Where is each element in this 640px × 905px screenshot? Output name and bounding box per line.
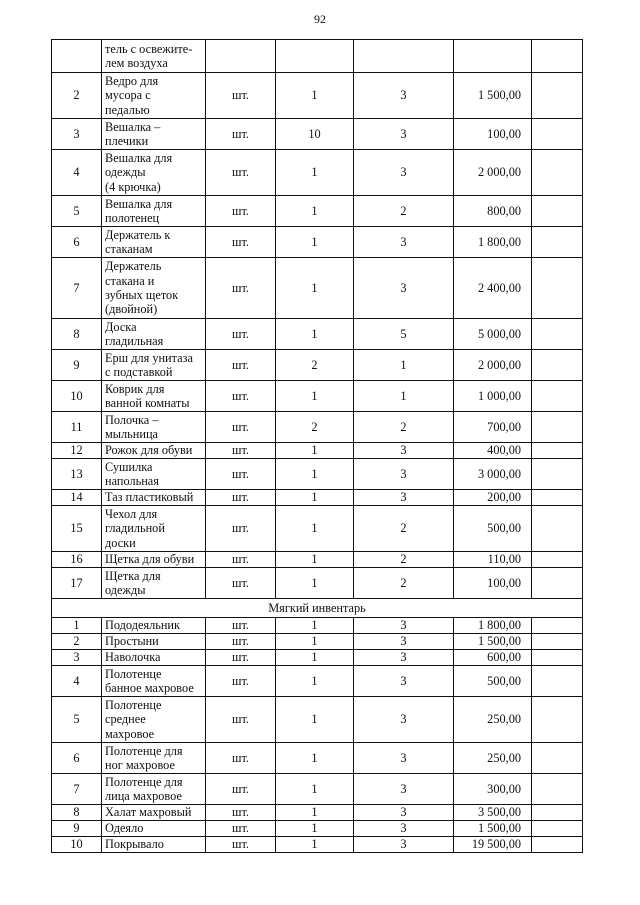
unit-cell: шт. xyxy=(206,634,276,650)
item-name-line: Полотенце для xyxy=(105,743,183,758)
price-cell: 2 000,00 xyxy=(454,150,532,196)
table-row xyxy=(52,618,583,634)
row-number-cell: 3 xyxy=(52,119,102,150)
unit-cell: шт. xyxy=(206,412,276,443)
item-name-line: гладильная xyxy=(105,334,164,348)
item-name-cell xyxy=(102,618,206,634)
item-name-line: напольная xyxy=(105,474,159,488)
price-cell: 800,00 xyxy=(454,196,532,227)
extra-cell xyxy=(532,258,583,319)
service-years-cell: 2 xyxy=(354,568,454,599)
unit-cell: шт. xyxy=(206,568,276,599)
item-name-line: с подставкой xyxy=(105,365,173,379)
item-name-line: (двойной) xyxy=(105,302,158,317)
row-number-cell: 5 xyxy=(52,697,102,743)
item-name-cell xyxy=(102,650,206,666)
item-name-line: Вешалка для xyxy=(105,151,173,166)
extra-cell xyxy=(532,459,583,490)
item-name-cell xyxy=(102,837,206,853)
price-cell: 1 500,00 xyxy=(454,634,532,650)
item-name-line: Сушилка xyxy=(105,459,153,474)
row-number-cell: 2 xyxy=(52,73,102,119)
extra-cell xyxy=(532,73,583,119)
row-number-cell: 11 xyxy=(52,412,102,443)
service-years-cell: 3 xyxy=(354,697,454,743)
row-number-cell: 2 xyxy=(52,634,102,650)
quantity-cell xyxy=(276,40,354,73)
table-row xyxy=(52,443,583,459)
price-cell: 250,00 xyxy=(454,697,532,743)
price-cell: 1 800,00 xyxy=(454,227,532,258)
item-name-line: мыльница xyxy=(105,427,158,441)
extra-cell xyxy=(532,319,583,350)
service-years-cell: 2 xyxy=(354,196,454,227)
service-years-cell: 3 xyxy=(354,227,454,258)
service-years-cell xyxy=(354,40,454,73)
item-name-cell xyxy=(102,443,206,459)
item-name-line: Халат махровый xyxy=(105,805,192,820)
price-cell: 200,00 xyxy=(454,490,532,506)
price-cell: 5 000,00 xyxy=(454,319,532,350)
extra-cell xyxy=(532,634,583,650)
table-row xyxy=(52,412,583,443)
inventory-table xyxy=(51,39,583,853)
table-row xyxy=(52,697,583,743)
price-cell: 400,00 xyxy=(454,443,532,459)
item-name-line: Таз пластиковый xyxy=(105,490,194,505)
extra-cell xyxy=(532,743,583,774)
table-row xyxy=(52,459,583,490)
table-row xyxy=(52,150,583,196)
item-name-line: Вешалка для xyxy=(105,196,173,211)
table-row xyxy=(52,650,583,666)
service-years-cell: 2 xyxy=(354,552,454,568)
unit-cell: шт. xyxy=(206,319,276,350)
service-years-cell: 3 xyxy=(354,459,454,490)
item-name-cell xyxy=(102,568,206,599)
quantity-cell: 1 xyxy=(276,697,354,743)
quantity-cell: 1 xyxy=(276,666,354,697)
unit-cell: шт. xyxy=(206,150,276,196)
item-name-line: ванной комнаты xyxy=(105,396,190,410)
item-name-cell xyxy=(102,196,206,227)
item-name-line: плечики xyxy=(105,134,149,148)
extra-cell xyxy=(532,412,583,443)
section-row xyxy=(52,599,583,618)
service-years-cell: 3 xyxy=(354,490,454,506)
table-row xyxy=(52,837,583,853)
price-cell: 700,00 xyxy=(454,412,532,443)
extra-cell xyxy=(532,381,583,412)
item-name-line: Вешалка – xyxy=(105,119,161,134)
item-name-cell xyxy=(102,73,206,119)
item-name-cell xyxy=(102,552,206,568)
service-years-cell: 3 xyxy=(354,150,454,196)
item-name-line: мусора с xyxy=(105,88,151,103)
item-name-line: Полочка – xyxy=(105,412,159,427)
item-name-cell xyxy=(102,258,206,319)
service-years-cell: 3 xyxy=(354,774,454,805)
quantity-cell: 1 xyxy=(276,774,354,805)
quantity-cell: 1 xyxy=(276,258,354,319)
extra-cell xyxy=(532,443,583,459)
quantity-cell: 1 xyxy=(276,805,354,821)
unit-cell: шт. xyxy=(206,258,276,319)
item-name-cell xyxy=(102,697,206,743)
item-name-cell xyxy=(102,459,206,490)
item-name-line: лем воздуха xyxy=(105,56,168,70)
item-name-line: Покрывало xyxy=(105,837,164,852)
price-cell: 300,00 xyxy=(454,774,532,805)
quantity-cell: 2 xyxy=(276,412,354,443)
row-number-cell: 3 xyxy=(52,650,102,666)
quantity-cell: 1 xyxy=(276,618,354,634)
table-row xyxy=(52,821,583,837)
extra-cell xyxy=(532,774,583,805)
row-number-cell: 16 xyxy=(52,552,102,568)
service-years-cell: 2 xyxy=(354,506,454,552)
table-row xyxy=(52,227,583,258)
unit-cell: шт. xyxy=(206,227,276,258)
table-row xyxy=(52,490,583,506)
service-years-cell: 3 xyxy=(354,634,454,650)
price-cell: 2 000,00 xyxy=(454,350,532,381)
service-years-cell: 3 xyxy=(354,119,454,150)
quantity-cell: 1 xyxy=(276,821,354,837)
unit-cell: шт. xyxy=(206,666,276,697)
unit-cell: шт. xyxy=(206,837,276,853)
service-years-cell: 3 xyxy=(354,805,454,821)
service-years-cell: 3 xyxy=(354,821,454,837)
item-name-cell xyxy=(102,821,206,837)
quantity-cell: 1 xyxy=(276,443,354,459)
row-number-cell xyxy=(52,40,102,73)
extra-cell xyxy=(532,666,583,697)
unit-cell: шт. xyxy=(206,650,276,666)
row-number-cell: 4 xyxy=(52,150,102,196)
item-name-line: Коврик для xyxy=(105,381,165,396)
table-row xyxy=(52,258,583,319)
item-name-cell xyxy=(102,805,206,821)
quantity-cell: 1 xyxy=(276,837,354,853)
item-name-line: среднее xyxy=(105,712,146,727)
item-name-line: Чехол для xyxy=(105,507,158,522)
row-number-cell: 7 xyxy=(52,774,102,805)
quantity-cell: 1 xyxy=(276,227,354,258)
row-number-cell: 8 xyxy=(52,805,102,821)
table-row xyxy=(52,634,583,650)
price-cell: 1 800,00 xyxy=(454,618,532,634)
item-name-cell xyxy=(102,743,206,774)
inventory-table-body xyxy=(52,40,583,853)
row-number-cell: 5 xyxy=(52,196,102,227)
price-cell: 250,00 xyxy=(454,743,532,774)
table-row xyxy=(52,743,583,774)
table-row xyxy=(52,552,583,568)
unit-cell: шт. xyxy=(206,805,276,821)
unit-cell: шт. xyxy=(206,506,276,552)
table-row xyxy=(52,506,583,552)
item-name-line: ног махровое xyxy=(105,758,175,772)
item-name-line: Одеяло xyxy=(105,821,144,836)
item-name-line: стаканам xyxy=(105,242,153,256)
service-years-cell: 3 xyxy=(354,443,454,459)
unit-cell: шт. xyxy=(206,743,276,774)
price-cell: 2 400,00 xyxy=(454,258,532,319)
item-name-cell xyxy=(102,119,206,150)
row-number-cell: 6 xyxy=(52,227,102,258)
item-name-line: (4 крючка) xyxy=(105,179,161,194)
item-name-cell xyxy=(102,666,206,697)
quantity-cell: 1 xyxy=(276,634,354,650)
quantity-cell: 1 xyxy=(276,150,354,196)
item-name-line: Полотенце xyxy=(105,698,162,713)
service-years-cell: 3 xyxy=(354,73,454,119)
item-name-cell xyxy=(102,412,206,443)
item-name-line: тель с освежите- xyxy=(105,41,193,56)
table-row xyxy=(52,666,583,697)
extra-cell xyxy=(532,227,583,258)
row-number-cell: 12 xyxy=(52,443,102,459)
row-number-cell: 10 xyxy=(52,381,102,412)
price-cell: 1 500,00 xyxy=(454,821,532,837)
table-row xyxy=(52,119,583,150)
extra-cell xyxy=(532,506,583,552)
quantity-cell: 1 xyxy=(276,506,354,552)
extra-cell xyxy=(532,697,583,743)
item-name-line: Доска xyxy=(105,319,137,334)
extra-cell xyxy=(532,805,583,821)
service-years-cell: 3 xyxy=(354,618,454,634)
item-name-cell xyxy=(102,381,206,412)
table-row xyxy=(52,350,583,381)
section-title: Мягкий инвентарь xyxy=(52,599,583,618)
item-name-line: одежды xyxy=(105,165,146,180)
table-row xyxy=(52,381,583,412)
quantity-cell: 1 xyxy=(276,743,354,774)
unit-cell: шт. xyxy=(206,350,276,381)
table-row xyxy=(52,319,583,350)
table-row xyxy=(52,196,583,227)
quantity-cell: 1 xyxy=(276,459,354,490)
item-name-line: Пододеяльник xyxy=(105,618,180,633)
item-name-line: стакана и xyxy=(105,273,155,288)
quantity-cell: 1 xyxy=(276,568,354,599)
unit-cell: шт. xyxy=(206,697,276,743)
quantity-cell: 1 xyxy=(276,196,354,227)
item-name-cell xyxy=(102,40,206,73)
price-cell: 500,00 xyxy=(454,666,532,697)
unit-cell: шт. xyxy=(206,443,276,459)
extra-cell xyxy=(532,40,583,73)
extra-cell xyxy=(532,196,583,227)
item-name-cell xyxy=(102,319,206,350)
item-name-line: Наволочка xyxy=(105,650,161,665)
quantity-cell: 1 xyxy=(276,319,354,350)
price-cell: 110,00 xyxy=(454,552,532,568)
table-row xyxy=(52,774,583,805)
table-row xyxy=(52,805,583,821)
price-cell: 100,00 xyxy=(454,119,532,150)
unit-cell: шт. xyxy=(206,821,276,837)
item-name-cell xyxy=(102,150,206,196)
item-name-cell xyxy=(102,774,206,805)
extra-cell xyxy=(532,119,583,150)
row-number-cell: 13 xyxy=(52,459,102,490)
row-number-cell: 7 xyxy=(52,258,102,319)
price-cell: 1 000,00 xyxy=(454,381,532,412)
service-years-cell: 3 xyxy=(354,666,454,697)
row-number-cell: 10 xyxy=(52,837,102,853)
item-name-line: полотенец xyxy=(105,211,160,225)
item-name-line: педалью xyxy=(105,102,150,117)
service-years-cell: 2 xyxy=(354,412,454,443)
item-name-cell xyxy=(102,506,206,552)
row-number-cell: 17 xyxy=(52,568,102,599)
unit-cell: шт. xyxy=(206,196,276,227)
unit-cell: шт. xyxy=(206,459,276,490)
price-cell: 100,00 xyxy=(454,568,532,599)
price-cell xyxy=(454,40,532,73)
unit-cell: шт. xyxy=(206,73,276,119)
item-name-line: Держатель к xyxy=(105,227,171,242)
quantity-cell: 1 xyxy=(276,73,354,119)
extra-cell xyxy=(532,618,583,634)
item-name-line: Полотенце xyxy=(105,666,162,681)
extra-cell xyxy=(532,490,583,506)
item-name-line: махровое xyxy=(105,726,155,741)
extra-cell xyxy=(532,650,583,666)
row-number-cell: 9 xyxy=(52,821,102,837)
item-name-cell xyxy=(102,227,206,258)
service-years-cell: 3 xyxy=(354,837,454,853)
unit-cell: шт. xyxy=(206,119,276,150)
price-cell: 3 500,00 xyxy=(454,805,532,821)
row-number-cell: 8 xyxy=(52,319,102,350)
item-name-line: банное махровое xyxy=(105,681,194,695)
row-number-cell: 6 xyxy=(52,743,102,774)
service-years-cell: 1 xyxy=(354,350,454,381)
row-number-cell: 1 xyxy=(52,618,102,634)
service-years-cell: 3 xyxy=(354,743,454,774)
row-number-cell: 4 xyxy=(52,666,102,697)
quantity-cell: 1 xyxy=(276,552,354,568)
unit-cell: шт. xyxy=(206,618,276,634)
row-number-cell: 15 xyxy=(52,506,102,552)
item-name-line: Ерш для унитаза xyxy=(105,350,193,365)
extra-cell xyxy=(532,821,583,837)
item-name-line: одежды xyxy=(105,583,146,597)
quantity-cell: 1 xyxy=(276,650,354,666)
row-number-cell: 9 xyxy=(52,350,102,381)
price-cell: 19 500,00 xyxy=(454,837,532,853)
item-name-line: Ведро для xyxy=(105,74,159,89)
price-cell: 1 500,00 xyxy=(454,73,532,119)
quantity-cell: 10 xyxy=(276,119,354,150)
item-name-line: зубных щеток xyxy=(105,288,179,302)
table-row xyxy=(52,73,583,119)
item-name-line: Рожок для обуви xyxy=(105,443,193,458)
item-name-line: Полотенце для xyxy=(105,774,183,789)
service-years-cell: 3 xyxy=(354,650,454,666)
extra-cell xyxy=(532,552,583,568)
page-number: 92 xyxy=(314,12,326,26)
price-cell: 500,00 xyxy=(454,506,532,552)
unit-cell: шт. xyxy=(206,381,276,412)
item-name-line: доски xyxy=(105,535,136,550)
unit-cell: шт. xyxy=(206,774,276,805)
quantity-cell: 1 xyxy=(276,381,354,412)
unit-cell: шт. xyxy=(206,552,276,568)
extra-cell xyxy=(532,150,583,196)
extra-cell xyxy=(532,837,583,853)
extra-cell xyxy=(532,568,583,599)
row-number-cell: 14 xyxy=(52,490,102,506)
price-cell: 3 000,00 xyxy=(454,459,532,490)
item-name-line: лица махровое xyxy=(105,789,182,803)
extra-cell xyxy=(532,350,583,381)
table-row xyxy=(52,568,583,599)
item-name-line: Щетка для xyxy=(105,568,161,583)
quantity-cell: 1 xyxy=(276,490,354,506)
service-years-cell: 1 xyxy=(354,381,454,412)
quantity-cell: 2 xyxy=(276,350,354,381)
service-years-cell: 3 xyxy=(354,258,454,319)
item-name-cell xyxy=(102,634,206,650)
unit-cell: шт. xyxy=(206,490,276,506)
table-row xyxy=(52,40,583,73)
price-cell: 600,00 xyxy=(454,650,532,666)
item-name-line: гладильной xyxy=(105,521,165,536)
item-name-line: Простыни xyxy=(105,634,159,649)
item-name-cell xyxy=(102,350,206,381)
item-name-line: Щетка для обуви xyxy=(105,552,195,567)
item-name-cell xyxy=(102,490,206,506)
service-years-cell: 5 xyxy=(354,319,454,350)
unit-cell xyxy=(206,40,276,73)
item-name-line: Держатель xyxy=(105,259,162,274)
